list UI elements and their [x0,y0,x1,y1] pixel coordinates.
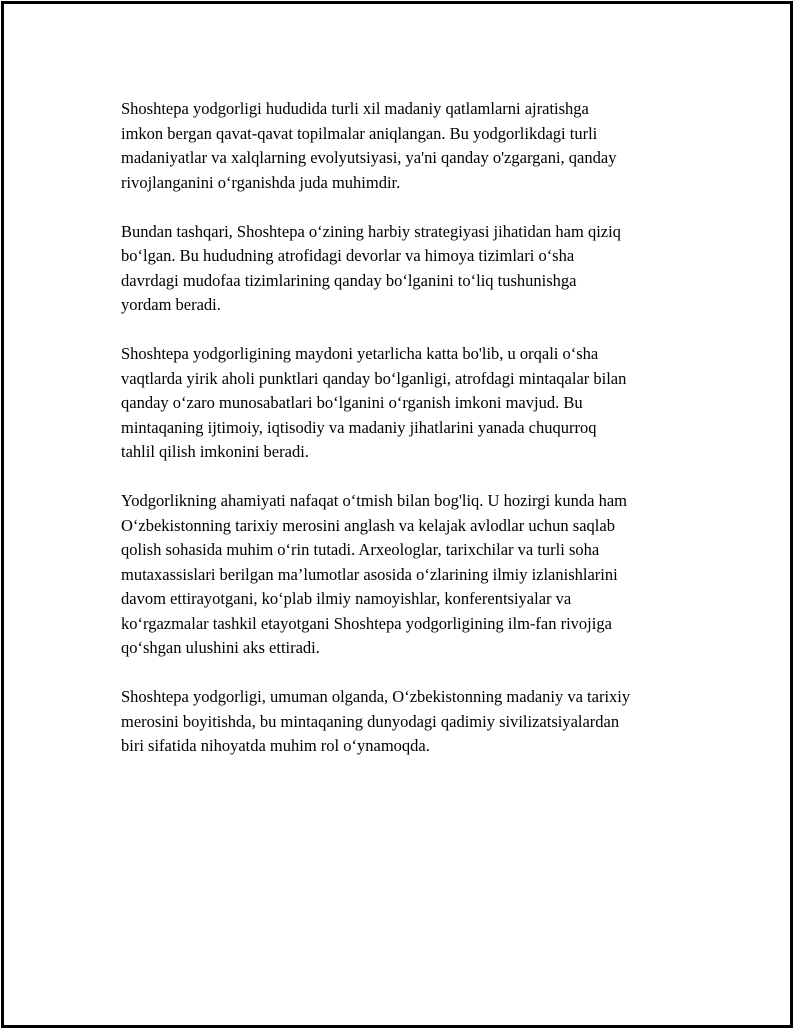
page-frame [1,1,793,1028]
paragraph-5: Shoshtepa yodgorligi, umuman olganda, O‘zbekistonning madaniy va tarixiy merosini boyitishda, bu mintaqaning dunyodagi qadimiy sivilizatsiyalardan biri sifatida nihoyatda muhim rol o‘ynamoqda. [121,687,631,755]
paragraph-3: Shoshtepa yodgorligining maydoni yetarlicha katta bo'lib, u orqali o‘sha vaqtlarda yirik aholi punktlari qanday bo‘lganligi, atrofdagi mintaqalar bilan qanday o‘zaro munosabatlari bo‘lganini o‘rganish imkoni mavjud. Bu mintaqaning ijtimoiy, iqtisodiy va madaniy jihatlarini yanada chuqurroq tahlil qilish imkonini beradi. [121,344,627,461]
paragraph-4: Yodgorlikning ahamiyati nafaqat o‘tmish bilan bog'liq. U hozirgi kunda ham O‘zbekistonning tarixiy merosini anglash va kelajak avlodlar uchun saqlab qolish sohasida muhim o‘rin tutadi. Arxeologlar, tarixchilar va turli soha mutaxassislari berilgan ma’lumotlar asosida o‘zlarining ilmiy izlanishlarini davom ettirayotgani, ko‘plab ilmiy namoyishlar, konferentsiyalar va ko‘rgazmalar tashkil etayotgani Shoshtepa yodgorligining ilm-fan rivojiga qo‘shgan ulushini aks ettiradi. [121,491,628,657]
paragraph-1: Shoshtepa yodgorligi hududida turli xil madaniy qatlamlarni ajratishga imkon bergan qavat-qavat topilmalar aniqlangan. Bu yodgorlikdagi turli madaniyatlar va xalqlarning evolyutsiyasi, ya'ni qanday o'zgargani, qanday rivojlanganini o‘rganishda juda muhimdir. [121,99,617,192]
document-body [121,97,721,783]
paragraph-2: Bundan tashqari, Shoshtepa o‘zining harbiy strategiyasi jihatidan ham qiziq bo‘lgan. Bu hududning atrofidagi devorlar va himoya tizimlari o‘sha davrdagi mudofaa tizimlarining qanday bo‘lganini to‘liq tushunishga yordam beradi. [121,221,621,314]
